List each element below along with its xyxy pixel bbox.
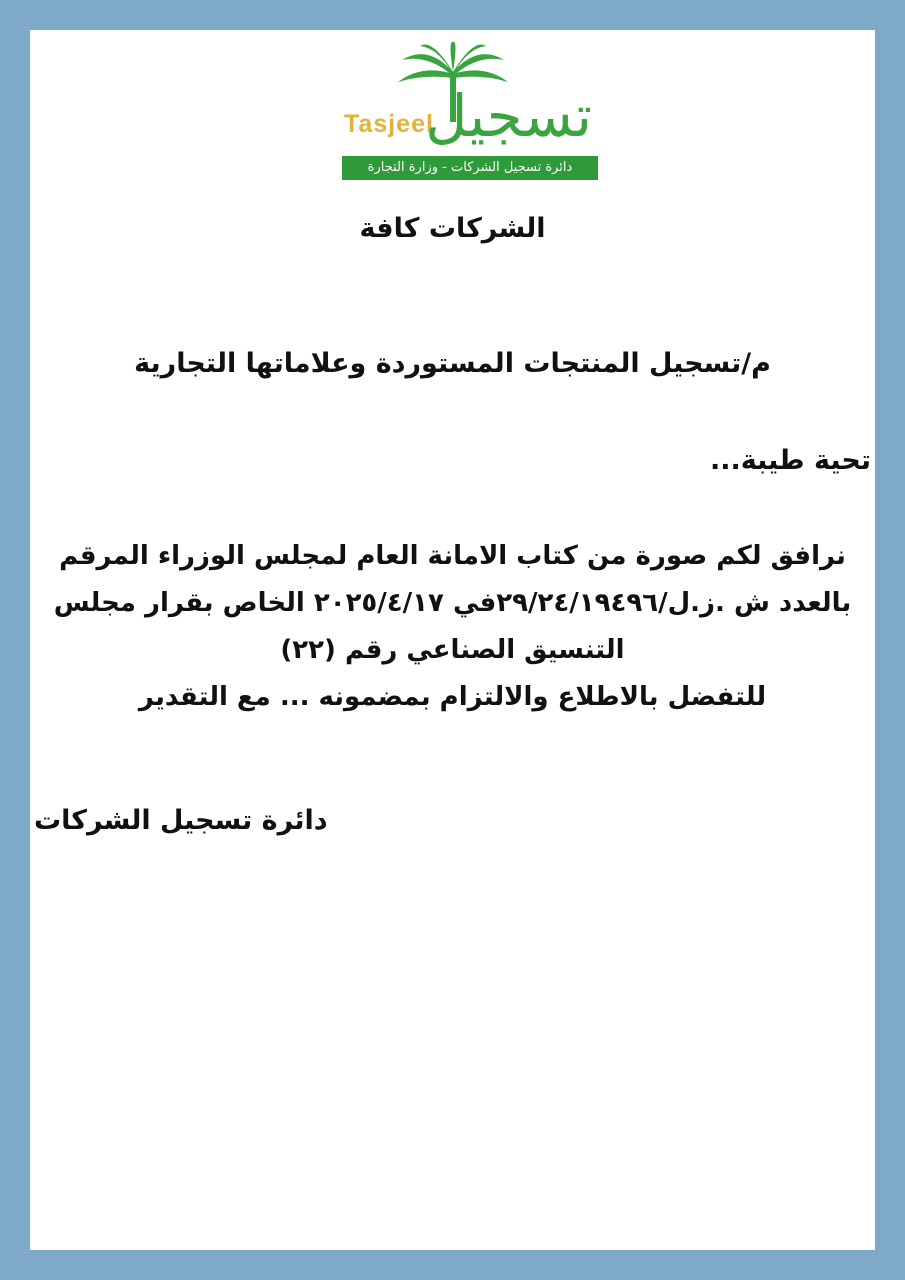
logo-tagline: دائرة تسجيل الشركات - وزارة التجارة [342,156,598,180]
body-line: للتفضل بالاطلاع والالتزام بمضمونه ... مع التقدير [138,682,767,712]
greeting: تحية طيبة... [709,445,871,476]
body-line: التنسيق الصناعي رقم (٢٢) [280,635,625,665]
body-line: نرافق لكم صورة من كتاب الامانة العام لمجلس الوزراء المرقم [59,541,846,571]
logo-latin-text: Tasjeel [344,110,434,138]
letter-page [30,30,875,1250]
addressee: الشركات كافة [359,213,546,244]
letter-body [30,533,875,721]
subject-line: م/تسجيل المنتجات المستوردة وعلاماتها التجارية [134,348,771,379]
body-line: بالعدد ش .ز.ل/٢٩/٢٤/١٩٤٩٦في ٢٠٢٥/٤/١٧ الخاص بقرار مجلس [53,588,852,618]
signature: دائرة تسجيل الشركات [34,805,328,836]
tasjeel-logo [342,42,598,184]
logo-arabic-text: تسجيل [425,82,592,150]
